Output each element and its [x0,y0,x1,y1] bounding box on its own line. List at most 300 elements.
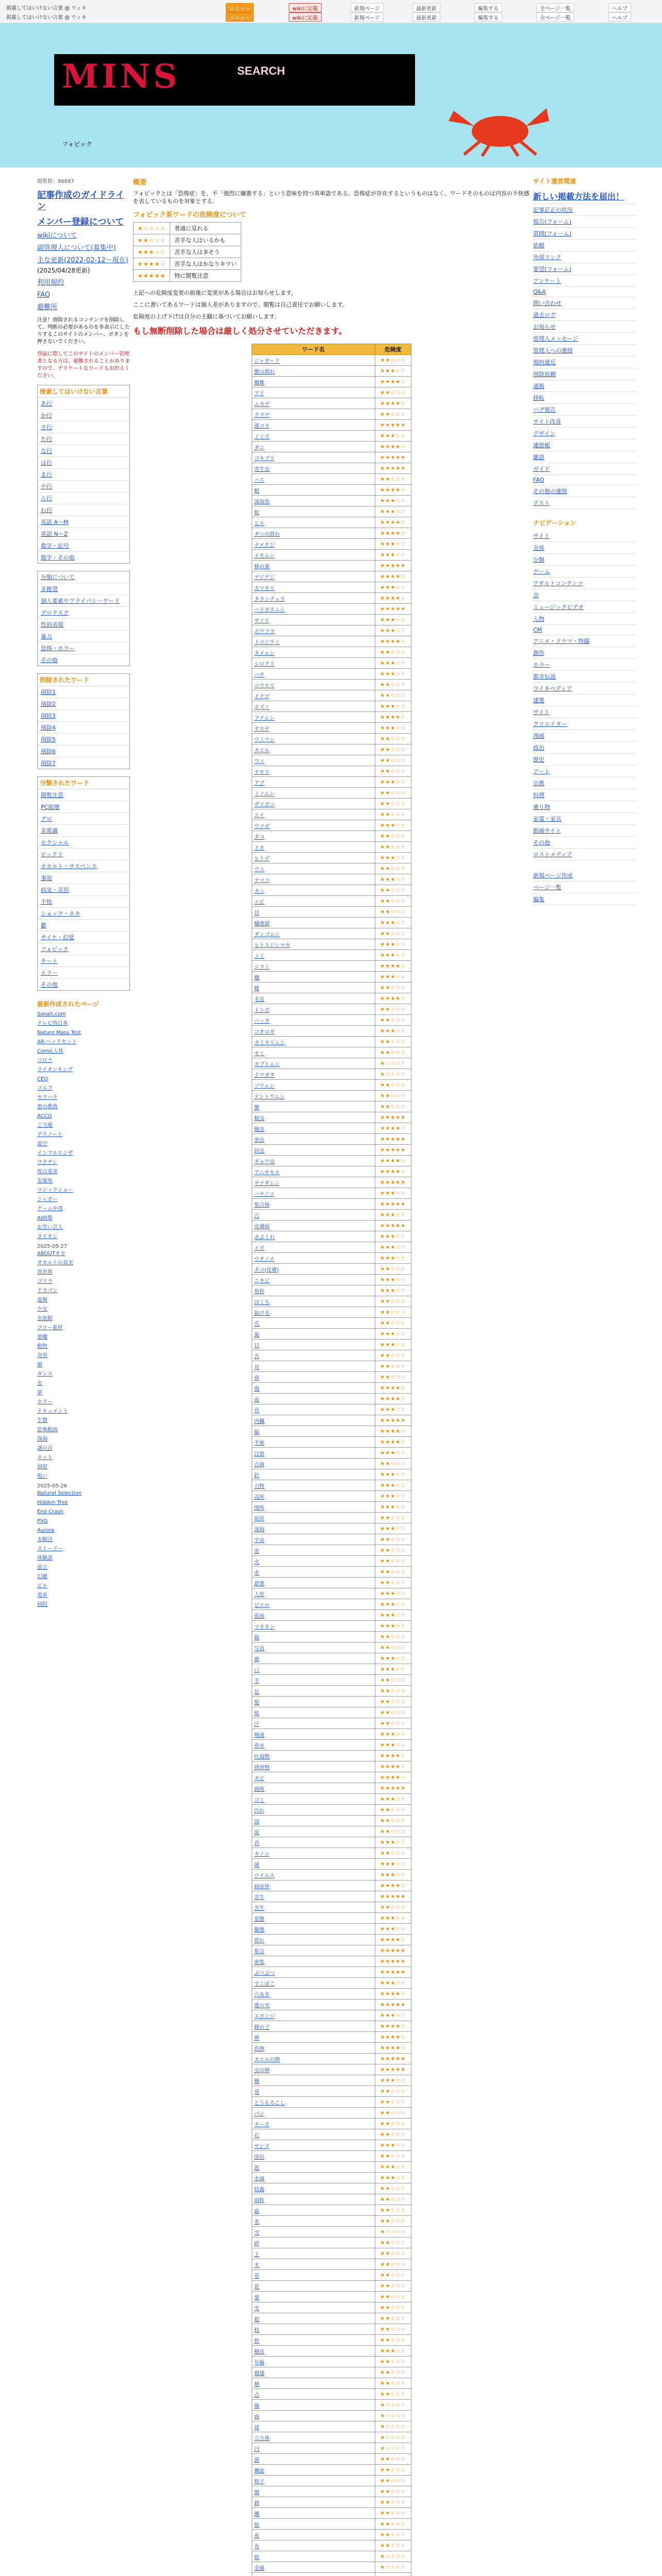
right-nav-link[interactable]: 報告(フォーム) [533,218,572,225]
recent-page-link[interactable]: PVG [37,1518,48,1524]
right-nav-link[interactable]: 料理 [533,792,544,799]
recent-page-link[interactable]: 奇形 [37,1353,47,1359]
word-link[interactable]: 寄生 [254,1894,264,1901]
word-link[interactable]: 深海 [254,1527,264,1533]
word-link[interactable]: テントウムシ [254,1094,285,1100]
all-pages-button[interactable]: 全ページ一覧 [536,3,574,12]
right-nav-link[interactable]: 全体 [533,545,544,551]
recent-page-link[interactable]: 生贄 [37,1418,47,1423]
word-link[interactable]: タコ(皮膚) [254,1267,279,1273]
sidebar-link[interactable]: 非推奨 [41,586,58,592]
word-link[interactable]: 紐 [254,2522,259,2528]
word-link[interactable]: 布 [254,2544,259,2550]
word-link[interactable]: ギョウ虫 [254,1159,275,1165]
recent-page-link[interactable]: 動物 [37,1344,47,1349]
sidebar-link[interactable]: 分類について [41,574,75,581]
recent-page-link[interactable]: 安楽死 [37,1178,53,1184]
recent-page-link[interactable]: 深海 [37,1436,47,1442]
word-link[interactable]: 蟻地獄 [254,921,270,927]
right-nav-link[interactable]: 削除依頼 [533,371,556,378]
recent-page-link[interactable]: コロナ [37,1058,53,1063]
word-link[interactable]: ワニ [254,758,264,765]
sidebar-link[interactable]: グロテスク [41,609,69,616]
sidebar-link[interactable]: 事故 [41,875,52,882]
right-nav-link[interactable]: 創作 [533,650,544,656]
sidebar-link[interactable]: 性的表現 [41,621,63,628]
word-link[interactable]: イカ [254,845,264,851]
right-nav-link[interactable]: ページ一覧 [533,884,561,891]
word-link[interactable]: ザリガニ [254,802,275,808]
recent-page-link[interactable]: 水族館 [37,1316,53,1321]
recent-page-link[interactable]: インフルエンザ [37,1150,73,1156]
word-link[interactable]: 木 [254,2262,259,2268]
word-link[interactable]: フナムシ [254,715,275,721]
sidebar-link[interactable]: 病気・奇形 [41,887,69,893]
word-link[interactable]: とうもろこし [254,2100,285,2106]
word-link[interactable]: タランチュラ [254,596,285,602]
word-link[interactable]: カマキリ [254,585,275,591]
right-nav-link[interactable]: その他の連絡 [533,488,567,495]
word-link[interactable]: 網 [254,2489,259,2496]
word-link[interactable]: 模様 [254,2370,264,2377]
sidebar-link[interactable]: 削除1 [41,689,56,696]
recent-page-link[interactable]: ABOUTオカ [37,1251,65,1257]
right-nav-link[interactable]: FAQ [533,477,544,483]
word-link[interactable]: 汗 [254,1721,259,1727]
word-link[interactable]: スポンジ [254,2013,275,2020]
word-link[interactable]: 縄 [254,2511,259,2517]
word-link[interactable]: 仮面 [254,1613,264,1619]
right-nav-link[interactable]: 宗教 [533,780,544,787]
sidebar-link[interactable]: ま行 [41,471,52,478]
recent-page-link[interactable]: ACCO [37,1113,52,1119]
word-link[interactable]: 高所 [254,1494,264,1500]
word-link[interactable]: 蛆 [254,488,259,494]
word-link[interactable]: 柄 [254,2381,259,2387]
help-button-2[interactable]: ヘルプ [608,12,631,22]
word-link[interactable]: 蟹の群れ [254,369,275,375]
word-link[interactable]: カメムシ [254,650,275,656]
word-link[interactable]: 実 [254,2306,259,2312]
word-link[interactable]: 石 [254,2132,259,2139]
right-nav-link[interactable]: ロストメディア [533,851,573,858]
word-link[interactable]: 髪 [254,1700,259,1706]
sidebar-link[interactable]: サイケ・幻覚 [41,934,75,941]
right-nav-link[interactable]: 音 [533,592,539,599]
recent-page-link[interactable]: ジャガー [37,1197,58,1202]
recent-page-link[interactable]: 洞窟 [37,1464,47,1470]
word-link[interactable]: 脳 [254,1429,259,1435]
recent-page-link[interactable]: オカルトの真実 [37,1260,73,1266]
right-nav-link[interactable]: 規約違反 [533,359,556,366]
word-link[interactable]: 葉 [254,2295,259,2301]
word-link[interactable]: ヒトデ [254,856,270,862]
word-link[interactable]: ゴミ [254,1797,264,1803]
recent-page-link[interactable]: 恐怖動画 [37,1427,58,1433]
word-link[interactable]: ハリガネムシ [254,607,285,613]
word-link[interactable]: 線 [254,2403,259,2409]
recent-page-link[interactable]: セクハラ [37,1095,58,1100]
word-link[interactable]: 結露 [254,2187,264,2193]
word-link[interactable]: 爪 [254,1321,259,1327]
recent-page-link[interactable]: ストーリー [37,1546,63,1552]
word-link[interactable]: 排泄物 [254,1765,270,1771]
word-link[interactable]: 年輪 [254,2360,264,2366]
word-link[interactable]: 水滴 [254,2176,264,2182]
word-link[interactable]: 蛇 [254,510,259,516]
word-link[interactable]: 閉所 [254,1505,264,1511]
right-nav-link[interactable]: ウイキペディア [533,685,572,692]
right-nav-link[interactable]: 通報 [533,383,544,389]
sidebar-link[interactable]: 鬱 [41,922,46,929]
recent-page-link[interactable]: ゲーム中毒 [37,1206,63,1212]
word-link[interactable]: ヒトスジシマカ [254,942,290,948]
word-link[interactable]: 足 [254,1689,259,1695]
right-nav-link[interactable]: 移転 [533,395,544,401]
word-link[interactable]: 宇宙 [254,1537,264,1544]
word-link[interactable]: サナダムシ [254,1180,280,1187]
word-link[interactable]: カエルの卵 [254,2057,280,2063]
word-link[interactable]: 吐瀉物 [254,1754,270,1760]
word-link[interactable]: ゴキブリ [254,455,275,462]
word-link[interactable]: 点滴 [254,1462,264,1468]
right-nav-link[interactable]: 建築 [533,697,544,704]
word-link[interactable]: 螺旋 [254,2468,264,2474]
word-link[interactable]: 刃物 [254,1483,264,1489]
word-link[interactable]: サンゴ [254,2143,270,2149]
recent-updates-button-2[interactable]: 最新更新 [412,12,440,22]
guideline-link[interactable]: 記事作成のガイドライン [37,190,124,212]
recent-page-link[interactable]: 病院 [37,1602,47,1607]
word-link[interactable]: 枝 [254,2327,259,2333]
right-nav-link[interactable]: Q&A [533,289,546,295]
all-pages-button-2[interactable]: 全ページ一覧 [536,12,574,22]
word-link[interactable]: ハチノコ [254,1191,274,1197]
right-nav-link[interactable]: サイト改善 [533,418,561,425]
sidebar-link[interactable]: 削除5 [41,736,56,743]
right-nav-link[interactable]: CM [533,626,542,633]
word-link[interactable]: 肌 [254,1710,259,1717]
sidebar-link[interactable]: 英語 N～Z [41,531,68,537]
word-link[interactable]: クラゲ [254,412,270,418]
word-link[interactable]: 雨粒 [254,2197,264,2204]
sidebar-link[interactable]: な行 [41,448,52,454]
right-nav-link[interactable]: 編集 [533,896,544,903]
sidebar-link[interactable]: 恐怖・ホラー [41,645,75,652]
word-link[interactable]: タコ [254,834,264,840]
word-link[interactable]: ミミズ [254,434,270,440]
word-link[interactable]: 暗所 [254,1516,264,1522]
sidebar-link[interactable]: その他 [41,657,58,664]
sidebar-link[interactable]: か行 [41,412,52,419]
right-nav-link[interactable]: その他 [533,839,550,846]
word-link[interactable]: 人形 [254,1591,264,1598]
sidebar-link[interactable]: た行 [41,436,52,443]
word-link[interactable]: 穴 [254,1213,259,1219]
recent-page-link[interactable]: 電車 [37,1592,47,1598]
word-link[interactable]: 歯 [254,1332,259,1338]
right-nav-link[interactable]: クリエイター [533,721,567,727]
right-nav-link[interactable]: 歴史 [533,756,544,763]
word-link[interactable]: 貝 [254,910,259,916]
word-link[interactable]: カニ [254,888,264,894]
word-link[interactable]: 根 [254,2316,259,2323]
sidebar-link[interactable]: ら行 [41,495,52,502]
word-link[interactable]: 種 [254,2078,259,2084]
right-nav-link[interactable]: 外部リンク [533,254,561,261]
right-nav-link[interactable]: 政治 [533,744,544,751]
word-link[interactable]: 蝶 [254,986,259,992]
word-link[interactable]: 菌 [254,1862,259,1868]
right-nav-link[interactable]: 管理人メッセージ [533,335,578,342]
sidebar-link[interactable]: 数字・その他 [41,554,75,561]
word-link[interactable]: ウツボ [254,823,270,829]
word-link[interactable]: ウニ [254,867,264,873]
sidebar-link[interactable]: グロ [41,816,52,822]
right-nav-link[interactable]: サイト [533,533,550,539]
word-link[interactable]: 内臓 [254,1418,264,1425]
recent-page-link[interactable]: ライオン [37,1234,58,1240]
right-nav-link[interactable]: 連絡帳 [533,442,550,449]
word-link[interactable]: 回虫 [254,1148,264,1154]
sidebar-link[interactable]: わ行 [41,507,52,514]
word-link[interactable]: 注射 [254,1451,264,1457]
recent-page-link[interactable]: Aurora [37,1528,55,1533]
right-nav-link[interactable]: ホラー [533,662,550,668]
terms-link[interactable]: 利用規約 [37,279,64,286]
word-link[interactable]: 卵 [254,2035,259,2041]
word-link[interactable]: 面 [254,2414,259,2420]
recent-page-link[interactable]: Nature Mass Test [37,1030,81,1036]
word-link[interactable]: 顔 [254,1656,259,1663]
recent-page-link[interactable]: 体験談 [37,1555,53,1561]
recent-page-link[interactable]: Hidden Tree [37,1500,68,1505]
word-link[interactable]: 皮膚病 [254,1224,270,1230]
word-link[interactable]: 砂 [254,2241,259,2247]
recent-page-link[interactable]: デスノート [37,1132,63,1138]
sidebar-link[interactable]: フォビック [41,946,69,953]
sub-admin-link[interactable]: 副管理人について(募集中) [37,244,116,252]
word-link[interactable]: 鎖 [254,2500,259,2506]
sidebar-link[interactable]: 削除6 [41,748,56,755]
word-link[interactable]: 集合体 [254,1202,270,1208]
sidebar-link[interactable]: 英語 A～M [41,519,69,526]
word-link[interactable]: 手 [254,1678,259,1684]
word-link[interactable]: 舌 [254,1353,259,1360]
word-link[interactable]: 深海魚 [254,499,270,505]
recent-page-link[interactable]: End Crash [37,1509,63,1515]
recent-page-link[interactable]: 死の電車 [37,1169,58,1175]
word-link[interactable]: マネキン [254,1624,275,1630]
recent-page-link[interactable]: マジックショー [37,1188,73,1193]
word-link[interactable]: シロアリ [254,661,275,667]
recent-page-link[interactable]: ワクチン [37,1160,58,1165]
word-link[interactable]: 苔 [254,1840,259,1846]
word-link[interactable]: 蟹 [254,1105,259,1111]
recent-page-link[interactable]: AI画像 [37,1215,53,1221]
word-link[interactable]: 泡 [254,2165,259,2171]
word-link[interactable]: トコジラミ [254,639,280,646]
word-link[interactable]: カブトムシ [254,1061,280,1067]
right-nav-link[interactable]: 家電・家具 [533,816,561,822]
word-link[interactable]: 糸 [254,2533,259,2539]
right-nav-link[interactable]: テスト [533,500,550,506]
word-link[interactable]: キノコ [254,1851,270,1857]
word-link[interactable]: 樹皮 [254,2349,264,2355]
new-page-button-2[interactable]: 新規ページ [351,12,384,22]
word-link[interactable]: 角栓 [254,1289,264,1295]
about-wiki-link[interactable]: wikiについて [37,232,77,240]
word-link[interactable]: 草 [254,2273,259,2279]
recent-page-link[interactable]: 謎の音 [37,1446,53,1451]
recent-page-link[interactable]: 呪い [37,1473,47,1479]
word-link[interactable]: 鏡 [254,1635,259,1641]
word-link[interactable]: 病原体 [254,1884,270,1890]
word-link[interactable]: カミキリムシ [254,1040,285,1046]
word-link[interactable]: 線虫 [254,1126,264,1132]
word-link[interactable]: 泥 [254,1829,259,1836]
word-link[interactable]: 点 [254,2392,259,2398]
word-link[interactable]: 傷 [254,1386,259,1392]
word-link[interactable]: エビ [254,899,264,905]
word-link[interactable]: 寄生虫 [254,466,270,472]
word-link[interactable]: ネズミ [254,704,270,710]
right-nav-link[interactable]: アダルトコンテンツ [533,580,584,587]
word-link[interactable]: 写真 [254,1646,264,1652]
word-link[interactable]: 蜂の子 [254,2024,270,2030]
word-link[interactable]: 群れ [254,1938,264,1944]
word-link[interactable]: 密集 [254,1959,264,1965]
word-link[interactable]: ダニの群れ [254,531,280,537]
word-link[interactable]: 雷 [254,1548,259,1554]
word-link[interactable]: 渦 [254,2457,259,2463]
sidebar-link[interactable]: 個人要素やプライバシーワード [41,598,120,604]
sidebar-link[interactable]: 削除7 [41,760,56,767]
word-link[interactable]: バッタ [254,1018,270,1024]
sidebar-link[interactable]: 削除3 [41,713,56,719]
right-nav-link[interactable]: 乗り物 [533,804,550,810]
word-link[interactable]: ぶつぶつ [254,1970,275,1976]
right-nav-link[interactable]: サイト [533,709,550,716]
sidebar-link[interactable]: や行 [41,483,52,490]
right-nav-link[interactable]: お知らせ [533,324,556,330]
recent-page-link[interactable]: AR-ヘッドセット [37,1039,77,1045]
recent-page-link[interactable]: 顔 [37,1362,42,1368]
recent-page-link[interactable]: 虚無 [37,1297,47,1303]
word-link[interactable]: 毛虫 [254,996,264,1003]
sidebar-link[interactable]: 暴力 [41,633,52,640]
shelter-link[interactable]: 避難所 [37,303,58,311]
word-link[interactable]: 骨 [254,1408,259,1414]
right-nav-link[interactable]: 質問(フォーム) [533,230,572,237]
recent-page-link[interactable]: ホラー [37,1399,53,1405]
recent-page-link[interactable]: 悪の教典 [37,1104,58,1110]
word-link[interactable]: カエル [254,748,270,754]
sidebar-link[interactable]: 数字・記号 [41,543,69,549]
word-link[interactable]: 血 [254,1397,259,1403]
right-nav-link[interactable]: バグ報告 [533,406,556,413]
member-registration-link[interactable]: メンバー登録について [37,217,124,227]
recent-page-link[interactable]: ゴルフ [37,1086,53,1091]
recent-page-link[interactable]: 幻聴 [37,1574,47,1580]
word-link[interactable]: 蜘蛛 [254,380,264,386]
word-link[interactable]: クワガタ [254,1072,275,1078]
right-nav-link[interactable]: 新しい掲載方法を届出！ [533,192,624,201]
word-link[interactable]: ゲジゲジ [254,574,275,581]
word-link[interactable]: ほくろ [254,1299,270,1306]
recent-page-link[interactable]: ビル [37,1583,47,1589]
sidebar-link[interactable]: ショック・ネタ [41,910,80,917]
wiki-title[interactable]: 掲載してはいけない言葉 @ ウィキ [6,6,87,11]
recent-page-link[interactable]: 未解決 [37,1537,53,1543]
word-link[interactable]: ピエロ [254,1602,270,1608]
word-link[interactable]: 鼻水 [254,1743,264,1749]
word-link[interactable]: 穴あき [254,1992,270,1998]
word-link[interactable]: ハエ [254,477,264,483]
word-link[interactable]: 立方体 [254,2435,270,2442]
word-link[interactable]: 擬態 [254,1927,264,1933]
sidebar-link[interactable]: オカルト・サスペンス [41,863,97,870]
sidebar-link[interactable]: 非常識 [41,827,58,834]
word-link[interactable]: 針 [254,1472,259,1479]
recent-page-link[interactable]: 異世界 [37,1269,53,1275]
word-link[interactable]: ヤスデ [254,726,270,732]
recent-page-link[interactable]: ネット [37,1455,53,1461]
word-link[interactable]: 腐敗 [254,1786,264,1792]
recent-page-link[interactable]: フリー素材 [37,1325,63,1331]
recent-page-link[interactable]: テレビ西日本 [37,1021,68,1026]
word-link[interactable]: ウオノメ [254,1256,274,1262]
sidebar-link[interactable]: チート [41,958,58,964]
word-link[interactable]: コウモリ [254,683,275,689]
word-link[interactable]: チーズ [254,2122,270,2128]
word-link[interactable]: コオロギ [254,1029,275,1035]
right-nav-link[interactable]: 依頼 [533,242,544,249]
edit-button[interactable]: 編集する [474,3,502,12]
sidebar-link[interactable]: エラー [41,970,58,976]
right-nav-link[interactable]: 都市伝説 [533,673,556,680]
right-nav-link[interactable]: 分類 [533,556,544,563]
word-link[interactable]: 苺 [254,2089,259,2095]
recent-page-link[interactable]: ドキュメント [37,1409,68,1414]
recent-page-link[interactable]: ライオンキング [37,1067,73,1073]
word-link[interactable]: 蛆虫 [254,1115,264,1122]
right-nav-link[interactable]: 人物 [533,616,544,622]
recent-page-link[interactable]: 虫 [37,1381,42,1386]
word-link[interactable]: イモムシ [254,553,275,559]
menu-button[interactable]: メニュー [226,3,254,12]
right-nav-link[interactable]: 雑談 [533,454,544,461]
sidebar-link[interactable]: その他 [41,981,58,988]
word-link[interactable]: 油 [254,1819,259,1825]
recent-page-link[interactable]: Comic人体 [37,1048,64,1054]
word-link[interactable]: 蓮コラ [254,423,270,429]
wiki-title-secondary[interactable]: 掲載してはいけない言葉 @ ウィキ [6,15,87,21]
word-link[interactable]: ハチ [254,672,264,678]
word-link[interactable]: カビ [254,1775,264,1782]
sidebar-link[interactable]: ビックリ [41,851,63,858]
word-link[interactable]: アリ [254,391,264,397]
wiki-register-button[interactable]: wikiに記載 [289,3,322,12]
word-link[interactable]: ウイルス [254,1873,275,1879]
sidebar-link[interactable]: PC破壊 [41,804,60,810]
recent-page-link[interactable]: ゴリラ [37,1279,53,1284]
word-link[interactable]: 土 [254,2251,259,2258]
word-link[interactable]: ノミ [254,953,264,959]
word-link[interactable]: ミノムシ [254,791,275,797]
recent-page-link[interactable]: Natural Selection [37,1490,82,1496]
word-link[interactable]: 条虫 [254,1137,264,1143]
